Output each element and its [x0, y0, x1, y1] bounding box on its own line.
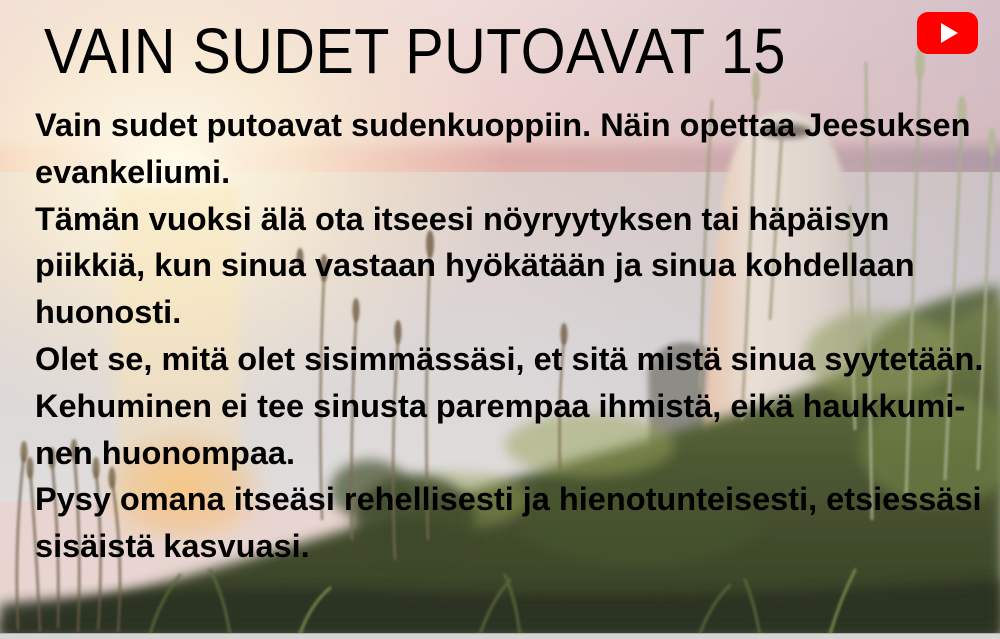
page-title-text: VAIN SUDET PUTOAVAT 15: [44, 15, 786, 87]
body-text-line: evankeliumi.: [35, 153, 231, 190]
body-text-line: sisäistä kasvuasi.: [35, 528, 310, 565]
body-text-line: piikkiä, kun sinua vastaan hyökätään ja sinua kohdellaan: [35, 247, 915, 284]
body-text-line: nen huonompaa.: [35, 434, 295, 471]
body-text-line: Pysy omana itseäsi rehellisesti ja hienotunteisesti, etsiessäsi: [35, 481, 982, 518]
body-text-line: Vain sudet putoavat sudenkuoppiin. Näin opettaa Jeesuksen: [35, 107, 971, 143]
play-triangle-icon: [941, 23, 958, 43]
body-text-line: huonosti.: [35, 294, 182, 331]
body-text-line: Olet se, mitä olet sisimmässäsi, et sitä mistä sinua syytetään.: [35, 340, 984, 377]
quote-text-block: [35, 102, 995, 570]
bottom-border: [0, 633, 1000, 639]
body-text-line: Tämän vuoksi älä ota itseesi nöyryytyksen tai häpäisyn: [35, 200, 890, 237]
body-text-line: Kehuminen ei tee sinusta parempaa ihmistä, eikä haukkumi-: [35, 387, 966, 424]
page-title: [44, 15, 868, 87]
youtube-logo-icon: [917, 12, 978, 54]
